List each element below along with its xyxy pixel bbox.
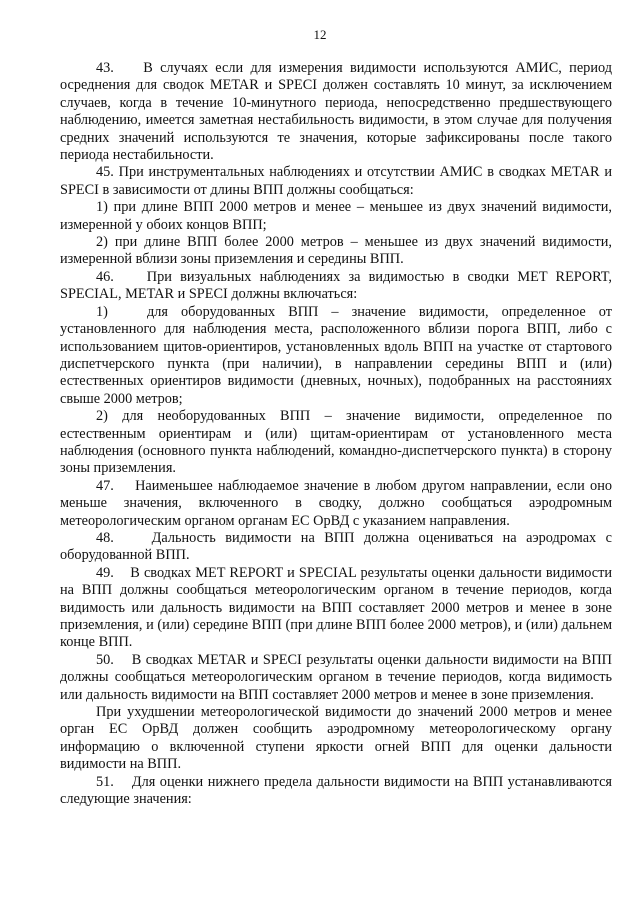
- paragraph-49: 49. В сводках MET REPORT и SPECIAL результаты оценки дальности видимости на ВПП должны сообщаться метеорологическим органом в течение периодов, когда видимость или дальность видимости на ВПП составляет 2000 метров и менее в зоне приземления, и (или) середине ВПП (при длине ВПП более 2000 метров), и (или) дальнем конце ВПП.: [60, 564, 612, 651]
- paragraph-46: 46. При визуальных наблюдениях за видимостью в сводки MET REPORT, SPECIAL, METAR и SPECI должны включаться:: [60, 268, 612, 303]
- paragraph-46-item-2: 2) для необорудованных ВПП – значение видимости, определенное по естественным ориентирам и (или) щитам-ориентирам от установленного места наблюдения (основного пункта наблюдений, командно-диспетчерского пункта) в сторону зоны приземления.: [60, 408, 612, 477]
- page-number: 12: [313, 27, 327, 42]
- paragraph-45: 45. При инструментальных наблюдениях и отсутствии АМИС в сводках METAR и SPECI в зависимости от длины ВПП должны сообщаться:: [60, 164, 612, 198]
- paragraph-50-continuation: При ухудшении метеорологической видимости до значений 2000 метров и менее орган ЕС ОрВД должен сообщить аэродромному метеорологическому органу информацию о включенной ступени яркости огней ВПП для оценки дальности видимости на ВПП.: [60, 704, 612, 773]
- paragraph-50: 50. В сводках METAR и SPECI результаты оценки дальности видимости на ВПП должны сообщаться метеорологическим органом в течение периодов, когда видимость или дальность видимости на ВПП составляет 2000 метров и менее в зоне приземления.: [60, 651, 612, 703]
- paragraph-45-item-1: 1) при длине ВПП 2000 метров и менее – меньшее из двух значений видимости, измеренной у обоих концов ВПП;: [60, 199, 612, 233]
- paragraph-46-item-1: 1) для оборудованных ВПП – значение видимости, определенное от установленного для наблюдения места, расположенного вблизи порога ВПП, либо с использованием щитов-ориентиров, установленных вдоль ВПП на участке от стартового диспетчерского пункта (при наличии), в направлении середины ВПП и (или) естественных ориентиров видимости (дневных, ночных), подобранных на расстояниях свыше 2000 метров;: [60, 303, 612, 407]
- paragraph-48: 48. Дальность видимости на ВПП должна оцениваться на аэродромах с оборудованной ВПП.: [60, 529, 612, 564]
- paragraph-43: 43. В случаях если для измерения видимости используются АМИС, период осреднения для сводок METAR и SPECI должен составлять 10 минут, за исключением случаев, когда в течение 10-минутного периода, непосредственно предшествующего наблюдению, имеется заметная нестабильность видимости, в этом случае для получения средних значений используются те значения, которые зафиксированы после такого периода нестабильности.: [60, 60, 612, 164]
- paragraph-45-item-2: 2) при длине ВПП более 2000 метров – меньшее из двух значений видимости, измеренной вблизи зоны приземления и середины ВПП.: [60, 234, 612, 268]
- paragraph-51: 51. Для оценки нижнего предела дальности видимости на ВПП устанавливаются следующие значения:: [60, 773, 612, 808]
- paragraph-47: 47. Наименьшее наблюдаемое значение в любом другом направлении, если оно меньше значения, включенного в сводку, должно сообщаться аэродромным метеорологическим органом органам ЕС ОрВД с указанием направления.: [60, 477, 612, 529]
- document-body: [60, 60, 612, 808]
